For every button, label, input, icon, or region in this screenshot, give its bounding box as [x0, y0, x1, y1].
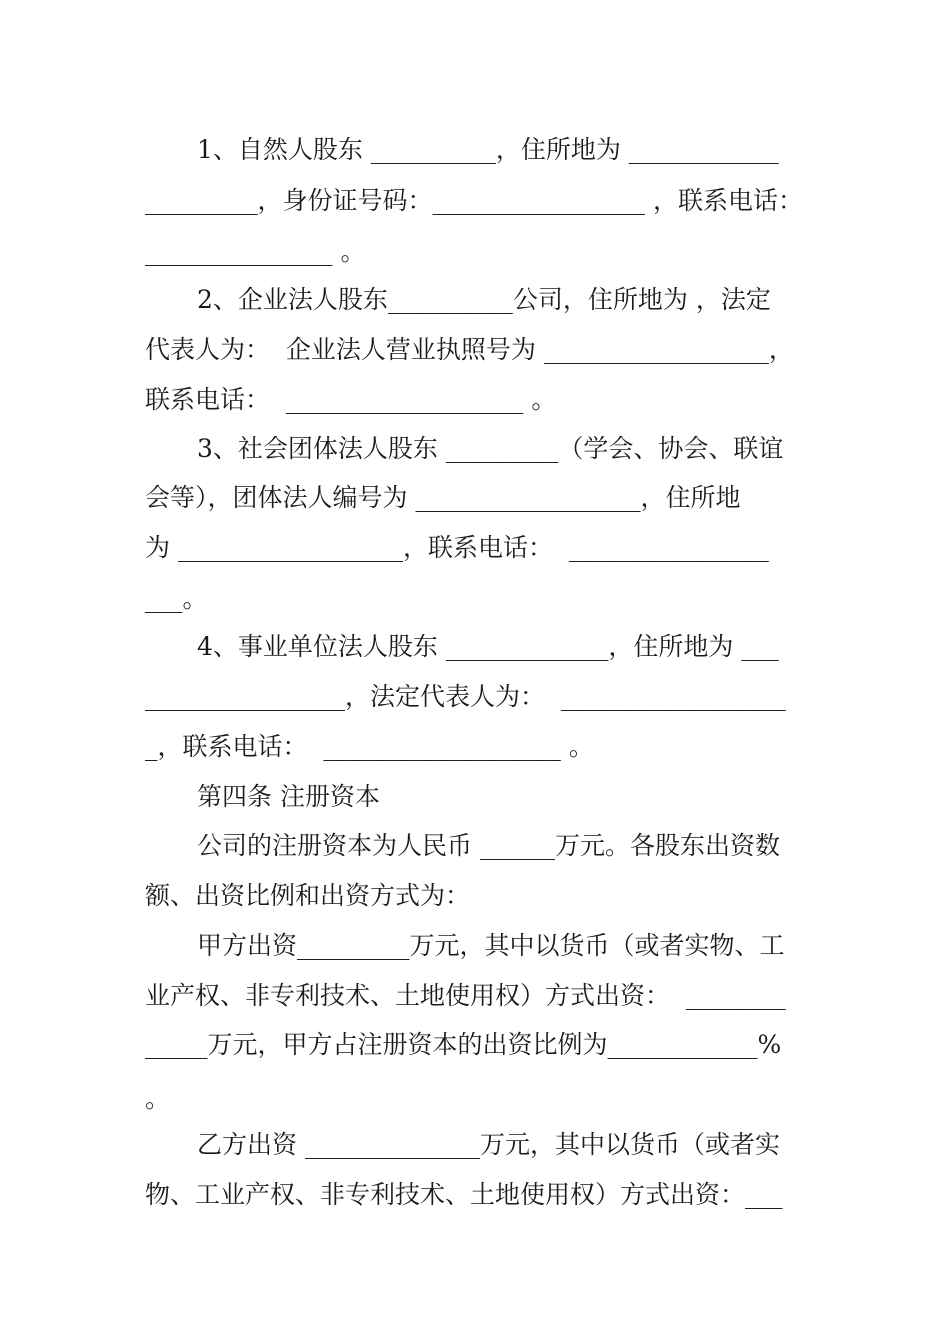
text-line-21: 乙方出资 ______________万元，其中以货币（或者实 — [197, 1130, 780, 1159]
text-line-4: 2、企业法人股东__________公司，住所地为 ，法定 — [197, 285, 771, 314]
text-line-13: _，联系电话： ___________________ 。 — [145, 732, 594, 761]
text-line-16: 额、出资比例和出资方式为： — [145, 881, 471, 910]
text-line-5: 代表人为： 企业法人营业执照号为 __________________， — [145, 335, 794, 364]
text-line-10: ___。 — [145, 584, 208, 613]
text-line-6: 联系电话： ___________________ 。 — [145, 385, 557, 414]
text-line-1: 1、自然人股东 __________，住所地为 ____________ — [197, 135, 779, 164]
text-line-19: _____万元，甲方占注册资本的出资比例为____________% — [145, 1030, 782, 1059]
text-line-17: 甲方出资_________万元，其中以货币（或者实物、工 — [197, 931, 785, 960]
text-line-2: _________，身份证号码：_________________ ，联系电话： — [145, 186, 803, 215]
text-line-3: _______________ 。 — [145, 237, 366, 266]
text-line-8: 会等），团体法人编号为 __________________，住所地 — [145, 483, 741, 512]
text-line-11: 4、事业单位法人股东 _____________，住所地为 ___ — [197, 632, 779, 661]
text-line-22: 物、工业产权、非专利技术、土地使用权）方式出资：___ — [145, 1180, 783, 1209]
text-line-18: 业产权、非专利技术、土地使用权）方式出资： ________ — [145, 981, 786, 1010]
text-line-12: ________________，法定代表人为： __________________ — [145, 682, 786, 711]
text-line-9: 为 __________________，联系电话： ________________ — [145, 533, 769, 562]
text-line-15: 公司的注册资本为人民币 ______万元。各股东出资数 — [197, 831, 780, 860]
text-line-7: 3、社会团体法人股东 _________（学会、协会、联谊 — [197, 434, 784, 463]
section-heading: 第四条 注册资本 — [197, 782, 380, 811]
text-line-20: 。 — [145, 1084, 171, 1113]
